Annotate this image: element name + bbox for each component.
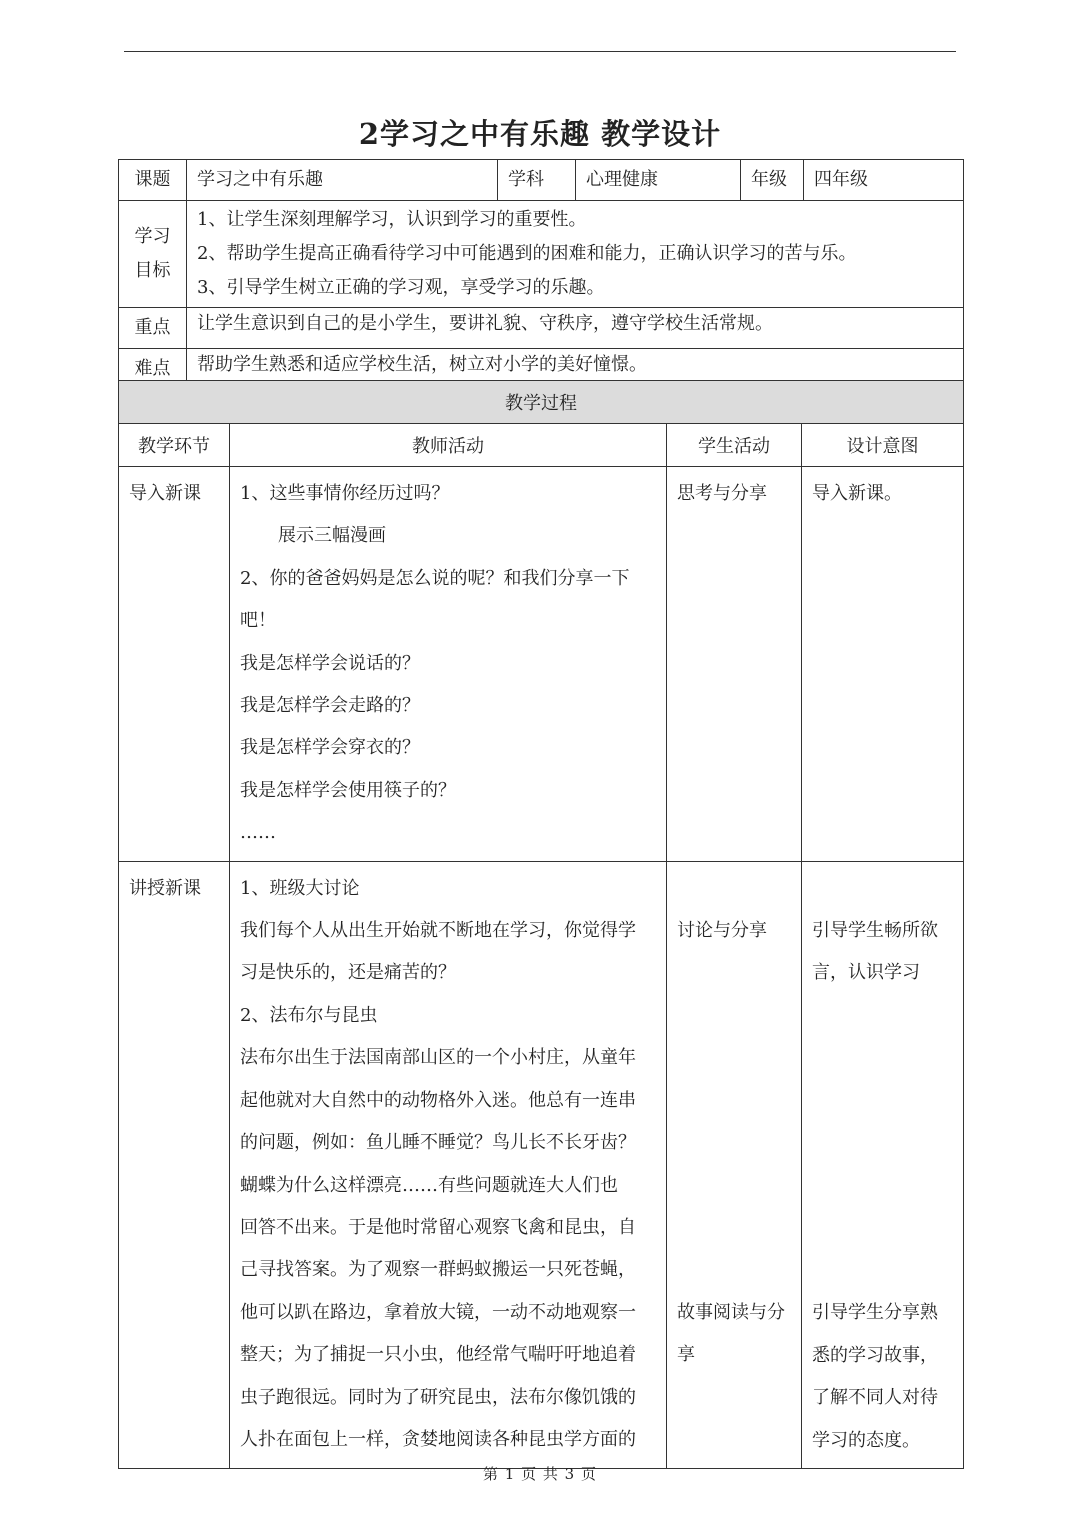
table-row <box>119 467 964 862</box>
teacher-line: 起他就对大自然中的动物格外入迷。他总有一连串 <box>240 1089 636 1111</box>
process-title-bar: 教学过程 <box>119 381 964 424</box>
objective-item: 3、引导学生树立正确的学习观，享受学习的乐趣。 <box>197 277 605 298</box>
column-header-teacher: 教师活动 <box>230 424 667 467</box>
teacher-line: 1、班级大讨论 <box>240 877 360 899</box>
teacher-line: 吧！ <box>240 610 276 632</box>
teacher-line: 我是怎样学会说话的？ <box>240 652 420 674</box>
intent-line: 言，认识学习 <box>812 962 920 984</box>
lesson-label: 课题 <box>119 160 187 201</box>
intent-line: 导入新课。 <box>812 483 902 504</box>
key-point-value: 让学生意识到自己的是小学生，要讲礼貌、守秩序，遵守学校生活常规。 <box>187 308 964 349</box>
student-line: 故事阅读与分 <box>677 1302 785 1324</box>
key-point-label: 重点 <box>119 308 187 349</box>
grade-label: 年级 <box>741 160 804 201</box>
teacher-line: 他可以趴在路边，拿着放大镜，一动不动地观察一 <box>240 1301 636 1323</box>
header-rule <box>124 51 956 52</box>
teacher-line: 我是怎样学会走路的？ <box>240 695 420 717</box>
teacher-line: 人扑在面包上一样，贪婪地阅读各种昆虫学方面的 <box>240 1428 636 1450</box>
document-title: 2学习之中有乐趣 教学设计 <box>358 117 722 151</box>
difficulty-value: 帮助学生熟悉和适应学校生活，树立对小学的美好憧憬。 <box>187 349 964 390</box>
intent-line: 引导学生畅所欲 <box>812 919 938 941</box>
teacher-line: 的问题，例如：鱼儿睡不睡觉？鸟儿长不长牙齿？ <box>240 1132 636 1154</box>
teaching-process-table <box>118 380 964 1469</box>
intent-line: 悉的学习故事， <box>812 1344 938 1366</box>
intent-line: 了解不同人对待 <box>812 1387 938 1409</box>
student-line: 思考与分享 <box>677 483 767 504</box>
teacher-line: 2、法布尔与昆虫 <box>240 1004 378 1026</box>
column-header-intent: 设计意图 <box>802 424 964 467</box>
teacher-activity-cell <box>230 467 667 862</box>
design-intent-cell <box>802 861 964 1468</box>
teacher-line: 整天；为了捕捉一只小虫，他经常气喘吁吁地追着 <box>240 1344 636 1366</box>
objectives-cell <box>187 201 964 308</box>
teacher-line: 我们每个人从出生开始就不断地在学习，你觉得学 <box>240 920 636 942</box>
column-header-stage: 教学环节 <box>119 424 230 467</box>
teacher-line: 法布尔出生于法国南部山区的一个小村庄，从童年 <box>240 1047 636 1069</box>
stage-cell: 导入新课 <box>119 467 230 862</box>
subject-value: 心理健康 <box>576 160 741 201</box>
teacher-line: 虫子跑很远。同时为了研究昆虫，法布尔像饥饿的 <box>240 1386 636 1408</box>
page-number: 第 1 页 共 3 页 <box>483 1465 597 1483</box>
teacher-line: 我是怎样学会穿衣的？ <box>240 737 420 759</box>
objectives-label-line-1: 学习 <box>134 226 171 247</box>
objective-item: 2、帮助学生提高正确看待学习中可能遇到的困难和能力，正确认识学习的苦与乐。 <box>197 243 857 264</box>
teacher-line: 1、这些事情你经历过吗？ <box>240 483 450 504</box>
stage-cell: 讲授新课 <box>119 861 230 1468</box>
intent-line: 学习的态度。 <box>812 1429 920 1451</box>
objectives-label-line-2: 目标 <box>134 260 171 281</box>
column-header-student: 学生活动 <box>667 424 802 467</box>
teacher-line: 习是快乐的，还是痛苦的？ <box>240 962 456 984</box>
teacher-line: 回答不出来。于是他时常留心观察飞禽和昆虫，自 <box>240 1216 636 1238</box>
student-line: 讨论与分享 <box>677 919 767 941</box>
teacher-activity-cell <box>230 861 667 1468</box>
table-row <box>119 861 964 1468</box>
teacher-line: 我是怎样学会使用筷子的？ <box>240 779 456 801</box>
teacher-line: 己寻找答案。为了观察一群蚂蚁搬运一只死苍蝇， <box>240 1259 636 1281</box>
student-activity-cell <box>667 467 802 862</box>
teacher-line: 蝴蝶为什么这样漂亮……有些问题就连大人们也 <box>240 1174 618 1196</box>
teacher-line: …… <box>240 822 276 844</box>
lesson-value: 学习之中有乐趣 <box>187 160 498 201</box>
student-line: 享 <box>677 1344 695 1366</box>
grade-value: 四年级 <box>804 160 964 201</box>
difficulty-label: 难点 <box>119 349 187 390</box>
intent-line: 引导学生分享熟 <box>812 1302 938 1324</box>
teacher-line: 2、你的爸爸妈妈是怎么说的呢？和我们分享一下 <box>240 567 630 589</box>
lesson-info-table <box>118 159 964 390</box>
student-activity-cell <box>667 861 802 1468</box>
objectives-label <box>119 201 187 308</box>
design-intent-cell <box>802 467 964 862</box>
objective-item: 1、让学生深刻理解学习，认识到学习的重要性。 <box>197 209 587 230</box>
subject-label: 学科 <box>498 160 576 201</box>
teacher-line: 展示三幅漫画 <box>278 525 386 547</box>
